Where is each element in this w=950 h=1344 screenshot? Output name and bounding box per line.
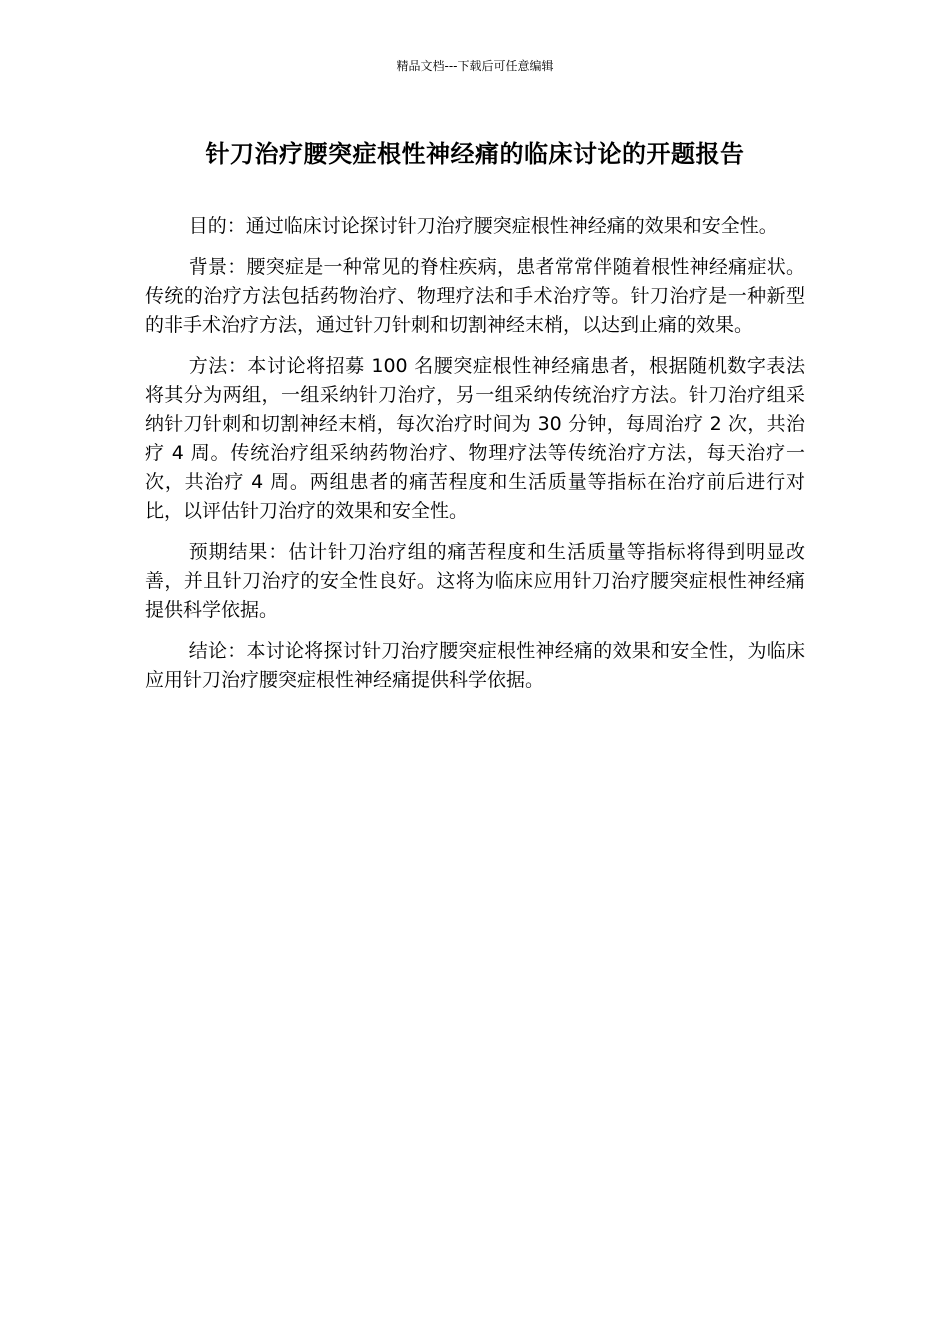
- paragraph-objective: 目的：通过临床讨论探讨针刀治疗腰突症根性神经痛的效果和安全性。: [188, 215, 778, 237]
- page-header: 精品文档---下载后可任意编辑: [396, 59, 554, 73]
- paragraph-methods: 方法：本讨论将招募 100 名腰突症根性神经痛患者，根据随机数字表法将其分为两组，一组采纳针刀治疗，另一组采纳传统治疗方法。针刀治疗组采纳针刀针刺和切割神经末梢，每次治疗时间为 30 分钟，每周治疗 2 次，共治疗 4 周。传统治疗组采纳药物治疗、物理疗法等传统治疗方法，每天治疗一次，共治疗 4 周。两组患者的痛苦程度和生活质量等指标在治疗前后进行对比，以评估针刀治疗的效果和安全性。: [145, 355, 805, 522]
- paragraph-conclusion: 结论：本讨论将探讨针刀治疗腰突症根性神经痛的效果和安全性，为临床应用针刀治疗腰突症根性神经痛提供科学依据。: [145, 640, 805, 691]
- document-title: 针刀治疗腰突症根性神经痛的临床讨论的开题报告: [205, 140, 745, 168]
- paragraph-expected-results: 预期结果：估计针刀治疗组的痛苦程度和生活质量等指标将得到明显改善，并且针刀治疗的安全性良好。这将为临床应用针刀治疗腰突症根性神经痛提供科学依据。: [145, 541, 805, 621]
- paragraph-background: 背景：腰突症是一种常见的脊柱疾病，患者常常伴随着根性神经痛症状。传统的治疗方法包括药物治疗、物理疗法和手术治疗等。针刀治疗是一种新型的非手术治疗方法，通过针刀针刺和切割神经末梢，以达到止痛的效果。: [145, 256, 805, 336]
- document-body: [145, 212, 805, 707]
